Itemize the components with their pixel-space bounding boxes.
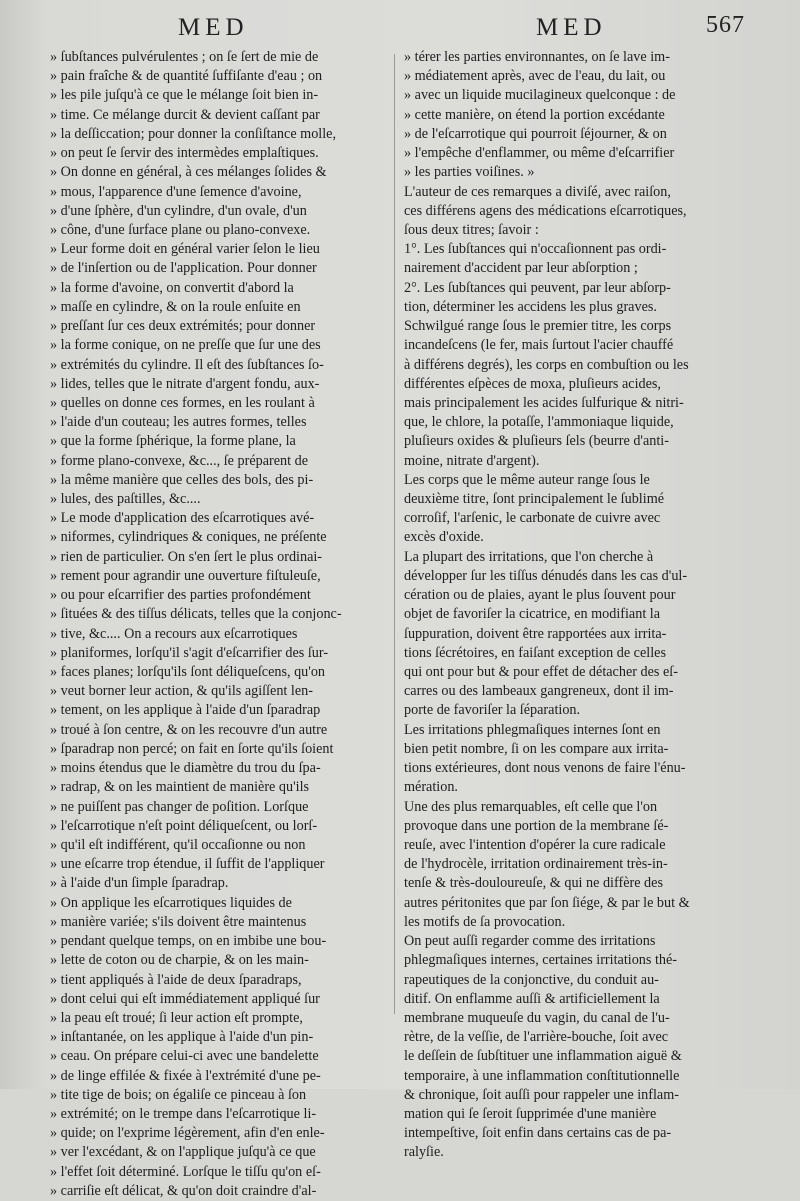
text-line: » planiformes, lorſqu'il s'agit d'eſcarrifier des ſur- bbox=[50, 644, 329, 661]
text-line: » l'aide d'un couteau; les autres formes, telles bbox=[50, 414, 307, 431]
text-line: » manière variée; s'ils doivent être maintenus bbox=[50, 913, 307, 930]
text-line: » ſituées & des tiſſus délicats, telles que la conjonc- bbox=[50, 606, 342, 623]
text-line: » carriſie eſt délicat, & qu'on doit craindre d'al- bbox=[50, 1182, 317, 1199]
text-line: » tement, on les applique à l'aide d'un ſparadrap bbox=[50, 702, 321, 719]
text-line: » médiatement après, avec de l'eau, du lait, ou bbox=[404, 68, 666, 85]
text-line: » tite tige de bois; on égaliſe ce pinceau à ſon bbox=[50, 1086, 307, 1103]
header-right-title: MED bbox=[536, 14, 607, 41]
text-line: excès d'oxide. bbox=[404, 529, 484, 546]
text-line: » time. Ce mélange durcit & devient caſſant par bbox=[50, 106, 320, 123]
text-line: » ne puiſſent pas changer de poſition. Lorſque bbox=[50, 798, 309, 815]
text-line: » extrémités du cylindre. Il eſt des ſubſtances ſo- bbox=[50, 356, 324, 373]
text-line: » On applique les eſcarrotiques liquides de bbox=[50, 894, 292, 911]
text-line: temporaire, à une inflammation conſtitutionnelle bbox=[404, 1067, 680, 1084]
text-line: rapeutiques de la conjonctive, du conduit au- bbox=[404, 971, 659, 988]
text-line: » preſſant ſur ces deux extrémités; pour donner bbox=[50, 318, 316, 335]
text-line: » cette manière, on étend la portion excédante bbox=[404, 106, 665, 123]
text-line: à différens degrés), les corps en combuſtion ou les bbox=[404, 356, 689, 373]
text-line: » la forme d'avoine, on convertit d'abord la bbox=[50, 279, 294, 296]
text-line: » rement pour agrandir une ouverture fiſtuleuſe, bbox=[50, 567, 321, 584]
text-line: tenſe & très-douloureuſe, & qui ne diffère des bbox=[404, 875, 663, 892]
left-text-column bbox=[50, 48, 388, 1201]
text-line: » dont celui qui eſt immédiatement appliqué ſur bbox=[50, 990, 320, 1007]
text-line: reuſe, avec l'intention d'opérer la cure radicale bbox=[404, 836, 666, 853]
text-line: cération ou de plaies, ayant le plus ſouvent pour bbox=[404, 587, 676, 604]
text-line: » On donne en général, à ces mélanges ſolides & bbox=[50, 164, 327, 181]
text-line: les motifs de ſa provocation. bbox=[404, 913, 566, 930]
text-line: » maſſe en cylindre, & on la roule enſuite en bbox=[50, 298, 301, 315]
text-line: » niformes, cylindriques & coniques, ne préſente bbox=[50, 529, 327, 546]
text-line: » troué à ſon centre, & on les recouvre d'un autre bbox=[50, 721, 328, 738]
text-line: » Le mode d'application des eſcarrotiques avé- bbox=[50, 510, 315, 527]
text-line: corroſif, l'arſenic, le carbonate de cuivre avec bbox=[404, 510, 661, 527]
text-line: autres péritonites que par ſon ſiége, & par le but & bbox=[404, 894, 690, 911]
text-line: » pendant quelque temps, on en imbibe une bou- bbox=[50, 933, 327, 950]
text-line: » térer les parties environnantes, on ſe lave im- bbox=[404, 49, 670, 65]
text-line: incandeſcens (le fer, mais ſurtout l'acier chauffé bbox=[404, 337, 674, 354]
text-line: » d'une ſphère, d'un cylindre, d'un ovale, d'un bbox=[50, 202, 307, 219]
text-line: intempeſtive, ſoit enfin dans certains cas de pa- bbox=[404, 1125, 672, 1142]
text-line: Schwilgué range ſous le premier titre, les corps bbox=[404, 318, 672, 335]
text-line: » l'eſcarrotique n'eſt point déliqueſcent, ou lorſ- bbox=[50, 817, 318, 834]
page-number: 567 bbox=[706, 12, 745, 38]
text-line: 2°. Les ſubſtances qui peuvent, par leur abſorp- bbox=[404, 279, 671, 296]
text-line: » tient appliqués à l'aide de deux ſparadraps, bbox=[50, 971, 302, 988]
text-line: » inſtantanée, on les applique à l'aide d'un pin- bbox=[50, 1029, 314, 1046]
text-line: » radrap, & on les maintient de manière qu'ils bbox=[50, 779, 310, 796]
text-line: » extrémité; on le trempe dans l'eſcarrotique li- bbox=[50, 1106, 317, 1123]
text-line: porte de favoriſer la ſéparation. bbox=[404, 702, 581, 719]
text-line: de l'hydrocèle, irritation ordinairement très-in- bbox=[404, 856, 668, 873]
text-line: » que la forme ſphérique, la forme plane, la bbox=[50, 433, 296, 450]
text-line: tions ſécrétoires, en faiſant exception de celles bbox=[404, 644, 666, 661]
text-line: rètre, de la veſſie, de l'arrière-bouche, ſoit avec bbox=[404, 1029, 669, 1046]
text-line: tions extérieures, dont nous venons de faire l'énu- bbox=[404, 760, 686, 777]
text-line: carres ou des lambeaux gangreneux, dont il im- bbox=[404, 683, 674, 700]
text-line: » Leur forme doit en général varier ſelon le lieu bbox=[50, 241, 320, 258]
text-line: » cône, d'une ſurface plane ou plano-convexe. bbox=[50, 221, 311, 238]
text-line: ſuppuration, doivent être rapportées aux irrita- bbox=[404, 625, 667, 642]
text-line: » la deſſiccation; pour donner la conſiſtance molle, bbox=[50, 125, 337, 142]
text-line: » l'effet ſoit déterminé. Lorſque le tiſſu qu'on eſ- bbox=[50, 1163, 321, 1180]
text-line: ſous deux titres; ſavoir : bbox=[404, 221, 539, 238]
text-line: pluſieurs oxides & pluſieurs ſels (beurre d'anti- bbox=[404, 433, 669, 450]
text-line: que, le chlore, la potaſſe, l'ammoniaque liquide, bbox=[404, 414, 674, 431]
right-text-column bbox=[404, 48, 768, 1163]
text-line: » qu'il eſt indifférent, qu'il occaſionne ou non bbox=[50, 836, 306, 853]
text-line: » ſubſtances pulvérulentes ; on ſe ſert de mie de bbox=[50, 49, 319, 65]
text-line: membrane muqueuſe du vagin, du canal de l'u- bbox=[404, 1009, 670, 1026]
text-line: le deſſein de ſubſtituer une inflammation aiguë & bbox=[404, 1048, 682, 1065]
text-line: Les irritations phlegmaſiques internes ſont en bbox=[404, 721, 661, 738]
text-line: » lides, telles que le nitrate d'argent fondu, aux- bbox=[50, 375, 320, 392]
text-line: » faces planes; lorſqu'ils ſont déliqueſcens, qu'on bbox=[50, 664, 326, 680]
text-line: » veut borner leur action, & qu'ils agiſſent len- bbox=[50, 683, 313, 700]
text-line: On peut auſſi regarder comme des irritations bbox=[404, 933, 656, 950]
text-line: » les parties voiſines. » bbox=[404, 164, 535, 181]
text-line: objet de favoriſer la cicatrice, en modifiant la bbox=[404, 606, 661, 623]
text-line: La plupart des irritations, que l'on cherche à bbox=[404, 548, 654, 565]
running-header bbox=[0, 14, 800, 48]
text-line: moine, nitrate d'argent). bbox=[404, 452, 540, 469]
text-line: ditif. On enflamme auſſi & artificiellement la bbox=[404, 990, 660, 1007]
text-line: » ceau. On prépare celui-ci avec une bandelette bbox=[50, 1048, 319, 1065]
text-line: » l'empêche d'enflammer, ou même d'eſcarrifier bbox=[404, 145, 675, 162]
text-line: L'auteur de ces remarques a diviſé, avec raiſon, bbox=[404, 183, 671, 200]
text-line: » la peau eſt troué; ſi leur action eſt prompte, bbox=[50, 1009, 303, 1026]
text-line: » quide; on l'exprime légèrement, afin d'en enle- bbox=[50, 1125, 325, 1142]
text-line: » de l'inſertion ou de l'application. Pour donner bbox=[50, 260, 317, 277]
text-line: » pain fraîche & de quantité ſuffiſante d'eau ; on bbox=[50, 68, 323, 85]
text-line: phlegmaſiques internes, certaines irritations thé- bbox=[404, 952, 678, 969]
text-line: 1°. Les ſubſtances qui n'occaſionnent pas ordi- bbox=[404, 241, 667, 258]
text-line: deuxième titre, ſont principalement le ſublimé bbox=[404, 491, 665, 508]
text-line: » tive, &c.... On a recours aux eſcarrotiques bbox=[50, 625, 298, 642]
text-line: mération. bbox=[404, 779, 458, 796]
text-line: ralyſie. bbox=[404, 1144, 444, 1161]
text-line: » les pile juſqu'à ce que le mélange ſoit bien in- bbox=[50, 87, 319, 104]
text-line: Une des plus remarquables, eſt celle que l'on bbox=[404, 798, 658, 815]
text-line: » ou pour eſcarrifier des parties profondément bbox=[50, 587, 311, 604]
text-line: » de l'eſcarrotique qui pourroit ſéjourner, & on bbox=[404, 125, 667, 142]
text-line: mais principalement les acides ſulfurique & nitri- bbox=[404, 394, 684, 411]
text-line: » avec un liquide mucilagineux quelconque : de bbox=[404, 87, 676, 104]
text-line: » à l'aide d'un ſimple ſparadrap. bbox=[50, 875, 229, 892]
text-line: » lules, des paſtilles, &c.... bbox=[50, 491, 201, 508]
text-line: » forme plano-convexe, &c..., ſe préparent de bbox=[50, 452, 309, 469]
text-line: » ſparadrap non percé; on fait en ſorte qu'ils ſoient bbox=[50, 740, 334, 757]
text-line: » la forme conique, on ne preſſe que ſur une des bbox=[50, 337, 321, 354]
text-line: Les corps que le même auteur range ſous le bbox=[404, 471, 650, 488]
column-divider bbox=[394, 54, 395, 1014]
text-line: » la même manière que celles des bols, des pi- bbox=[50, 471, 314, 488]
text-line: différentes eſpèces de moxa, pluſieurs acides, bbox=[404, 375, 661, 392]
text-line: provoque dans une portion de la membrane ſé- bbox=[404, 817, 669, 834]
text-line: » moins étendus que le diamètre du trou du ſpa- bbox=[50, 760, 321, 777]
text-line: » on peut ſe ſervir des intermèdes emplaſtiques. bbox=[50, 145, 319, 162]
text-line: ces différens agens des médications eſcarrotiques, bbox=[404, 202, 687, 219]
text-line: & chronique, ſoit auſſi pour rappeler une inflam- bbox=[404, 1086, 679, 1103]
text-line: » rien de particulier. On s'en ſert le plus ordinai- bbox=[50, 548, 323, 565]
text-line: qui ont pour but & pour effet de détacher des eſ- bbox=[404, 664, 678, 680]
text-line: mation qui ſe ſeroit ſupprimée d'une manière bbox=[404, 1106, 657, 1123]
text-line: bien petit nombre, ſi on les compare aux irrita- bbox=[404, 740, 669, 757]
text-line: » de linge effilée & fixée à l'extrémité d'une pe- bbox=[50, 1067, 321, 1084]
text-line: » quelles on donne ces formes, en les roulant à bbox=[50, 394, 315, 411]
text-line: tion, déterminer les accidens les plus graves. bbox=[404, 298, 657, 315]
header-left-title: MED bbox=[178, 14, 249, 41]
text-line: développer ſur les tiſſus dénudés dans les cas d'ul- bbox=[404, 567, 688, 584]
text-line: » mous, l'apparence d'une ſemence d'avoine, bbox=[50, 183, 302, 200]
text-line: » une eſcarre trop étendue, il ſuffit de l'appliquer bbox=[50, 856, 325, 873]
text-line: nairement d'accident par leur abſorption ; bbox=[404, 260, 638, 277]
text-line: » lette de coton ou de charpie, & on les main- bbox=[50, 952, 309, 969]
text-line: » ver l'excédant, & on l'applique juſqu'à ce que bbox=[50, 1144, 316, 1161]
